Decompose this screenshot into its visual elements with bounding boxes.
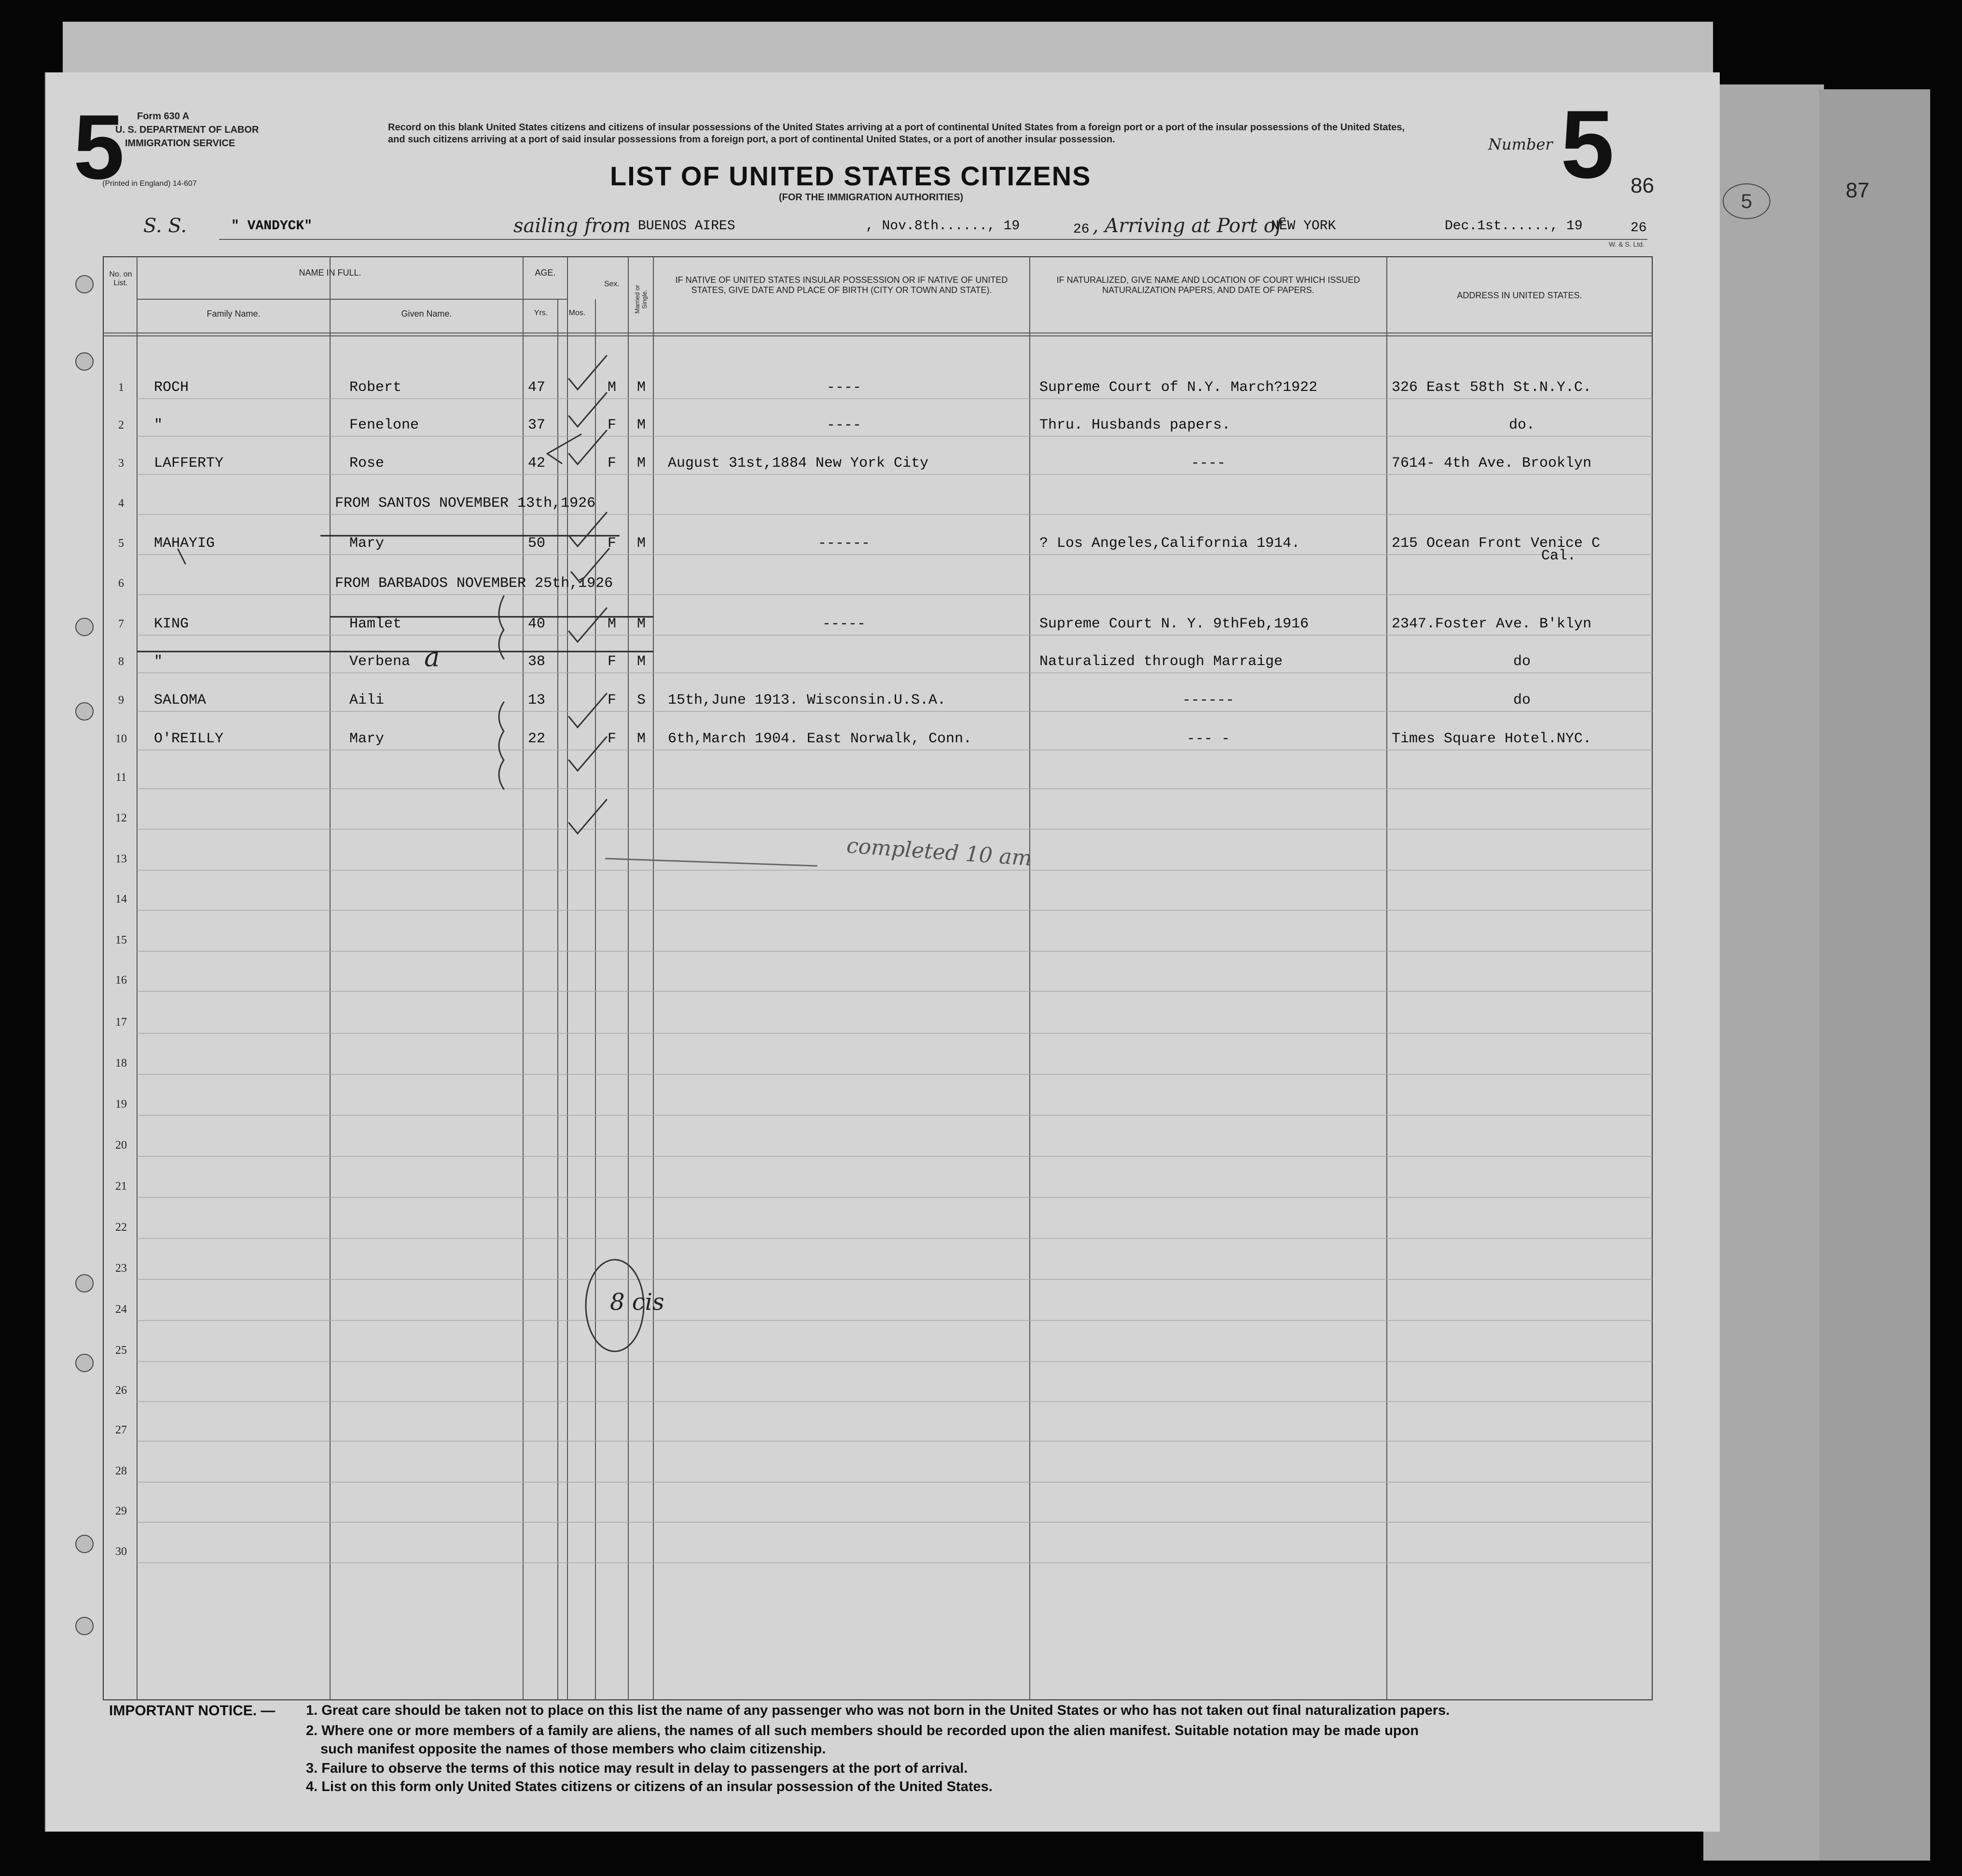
back-sheet-right	[1703, 84, 1824, 1861]
row-number: 7	[118, 618, 124, 630]
row-number: 1	[118, 381, 124, 394]
row-number: 12	[115, 812, 127, 824]
punch-hole	[75, 1617, 94, 1635]
arriving-label: , Arriving at Port of	[1092, 215, 1283, 237]
row-number: 18	[115, 1057, 127, 1070]
row-number: 15	[115, 934, 127, 946]
marital-status: M	[636, 731, 646, 747]
given-name: Mary	[349, 731, 385, 747]
row-number: 9	[118, 694, 124, 707]
punch-hole	[75, 1354, 94, 1372]
address: do.	[1508, 417, 1535, 433]
family-name: ROCH	[154, 379, 189, 396]
back-sheet-top	[63, 22, 1713, 80]
family-name: MAHAYIG	[154, 535, 215, 552]
marital-status: M	[636, 379, 646, 396]
service: IMMIGRATION SERVICE	[125, 138, 235, 149]
naturalization-info: --- -	[1186, 731, 1230, 747]
section-heading: FROM SANTOS NOVEMBER 13th,1926	[335, 495, 596, 512]
address: 2347.Foster Ave. B'klyn	[1392, 616, 1592, 632]
marital-status: S	[636, 692, 646, 709]
punch-hole	[75, 1535, 94, 1553]
row-number: 22	[115, 1221, 127, 1234]
row-number: 13	[115, 853, 127, 865]
marital-status: M	[636, 653, 646, 670]
family-name: KING	[154, 616, 189, 632]
form-subtitle: (FOR THE IMMIGRATION AUTHORITIES)	[779, 192, 964, 203]
marital-status: M	[636, 417, 646, 433]
row-number: 14	[115, 893, 127, 905]
stamp-86: 86	[1630, 174, 1654, 197]
to-port: NEW YORK	[1271, 219, 1336, 234]
handwritten-circled-note: 8 cis	[610, 1289, 664, 1316]
naturalization-info: Thru. Husbands papers.	[1039, 417, 1231, 433]
corner-number-left: 5	[73, 96, 124, 198]
marital-status: M	[636, 455, 646, 472]
manifest-page	[44, 72, 1720, 1832]
row-number: 6	[118, 577, 124, 590]
given-name: Rose	[349, 455, 385, 472]
naturalization-info: ----	[1190, 455, 1226, 472]
address: do	[1513, 692, 1531, 709]
row-number: 24	[115, 1303, 127, 1316]
address: do	[1513, 653, 1531, 670]
sex: F	[607, 731, 616, 747]
address-line-2: Cal.	[1541, 548, 1576, 564]
row-number: 28	[115, 1465, 127, 1477]
col-birth: IF NATIVE OF UNITED STATES INSULAR POSSESSION OR IF NATIVE OF UNITED STATES, GIVE DATE AND PLACE OF BIRTH (CITY OR TOWN AND STATE).	[675, 275, 1008, 295]
section-heading: FROM BARBADOS NOVEMBER 25th,1926	[335, 575, 613, 592]
age-years: 42	[528, 455, 546, 472]
col-married-single: Married or Single.	[634, 285, 648, 314]
address: 215 Ocean Front Venice C	[1392, 535, 1601, 552]
notice-heading-text: IMPORTANT NOTICE.	[109, 1703, 257, 1719]
hand-marks	[45, 72, 1720, 1832]
given-name: Fenelone	[349, 417, 419, 433]
row-number: 30	[115, 1545, 127, 1558]
given-name: Aili	[349, 692, 385, 709]
row-number: 21	[115, 1180, 127, 1193]
family-name: "	[154, 417, 163, 433]
sex: M	[607, 379, 616, 396]
row-number: 27	[115, 1424, 127, 1436]
col-mos: Mos.	[568, 309, 586, 317]
address: 7614- 4th Ave. Brooklyn	[1392, 455, 1592, 472]
sex: M	[607, 616, 616, 632]
ship-name: " VANDYCK"	[231, 219, 313, 234]
age-years: 50	[528, 535, 546, 552]
age-years: 13	[528, 692, 546, 709]
given-name: Robert	[349, 379, 402, 396]
punch-hole	[75, 1274, 94, 1292]
birth-info: ----	[826, 417, 861, 433]
col-no: No. on List.	[109, 270, 132, 288]
notice-item-2: 2. Where one or more members of a family are aliens, the names of all such members should be recorded upon the alien manifest. Suitable notation may be made upon	[306, 1723, 1419, 1738]
row-number: 25	[115, 1344, 127, 1357]
row-number: 8	[118, 655, 124, 668]
sex: F	[607, 692, 616, 709]
circled-number-value: 5	[1741, 190, 1753, 212]
sail-year: 26	[1073, 222, 1090, 237]
handwritten-king-note: a	[424, 642, 440, 672]
age-years: 47	[528, 379, 546, 396]
naturalization-info: Supreme Court N. Y. 9thFeb,1916	[1039, 616, 1309, 632]
row-number: 19	[115, 1098, 127, 1111]
ss-label: S. S.	[143, 215, 187, 237]
naturalization-info: ? Los Angeles,California 1914.	[1039, 535, 1300, 552]
row-number: 29	[115, 1505, 127, 1517]
back-sheet-far-right	[1819, 89, 1930, 1861]
given-name: Hamlet	[349, 616, 402, 632]
form-title: LIST OF UNITED STATES CITIZENS	[610, 161, 1092, 191]
naturalization-info: Naturalized through Marraige	[1039, 653, 1283, 670]
stamp-87: 87	[1846, 179, 1869, 202]
sail-date: , Nov.8th......, 19	[866, 219, 1020, 234]
row-number: 20	[115, 1139, 127, 1152]
punch-hole	[75, 618, 94, 636]
birth-info: August 31st,1884 New York City	[668, 455, 929, 472]
naturalization-info: Supreme Court of N.Y. March?1922	[1039, 379, 1318, 396]
from-port: BUENOS AIRES	[638, 219, 735, 234]
notice-heading: IMPORTANT NOTICE. —	[109, 1703, 276, 1719]
row-number: 16	[115, 974, 127, 987]
address: 326 East 58th St.N.Y.C.	[1392, 379, 1592, 396]
notice-item-4: 4. List on this form only United States citizens or citizens of an insular possession of the United States.	[306, 1779, 993, 1794]
col-name-in-full: NAME IN FULL.	[299, 268, 361, 278]
department: U. S. DEPARTMENT OF LABOR	[115, 125, 259, 135]
family-name: SALOMA	[154, 692, 207, 709]
handwritten-completed: completed 10 am	[845, 833, 1033, 871]
punch-hole	[75, 275, 94, 293]
col-sex: Sex.	[604, 280, 620, 288]
instruction-text: Record on this blank United States citizens and citizens of insular possessions of the United States arriving at a port of continental United States from a foreign port or a port of the insular possessions of the United States, and such citizens arriving at a port of said insular possessions from a foreign port, a port of continental United States, or a port of another insular possession.	[388, 122, 1405, 145]
birth-info: 6th,March 1904. East Norwalk, Conn.	[668, 731, 972, 747]
naturalization-info: ------	[1182, 692, 1235, 709]
marital-status: M	[636, 535, 646, 552]
row-number: 23	[115, 1262, 127, 1275]
circled-number	[1723, 183, 1770, 219]
row-number: 26	[115, 1384, 127, 1397]
col-age: AGE.	[535, 268, 556, 278]
sex: F	[607, 417, 616, 433]
col-yrs: Yrs.	[534, 309, 548, 317]
family-name: O'REILLY	[154, 731, 224, 747]
printer-mark: W. & S. Ltd.	[1609, 240, 1644, 248]
sex: F	[607, 455, 616, 472]
row-number: 3	[118, 457, 124, 470]
sex: F	[607, 653, 616, 670]
birth-info: 15th,June 1913. Wisconsin.U.S.A.	[668, 692, 946, 709]
row-number: 11	[115, 771, 127, 784]
family-name: "	[154, 653, 163, 670]
age-years: 37	[528, 417, 546, 433]
row-number: 4	[118, 497, 124, 510]
row-number: 10	[115, 733, 127, 745]
address: Times Square Hotel.NYC.	[1392, 731, 1592, 747]
row-number: 17	[115, 1016, 127, 1028]
row-number: 5	[118, 537, 124, 550]
col-address: ADDRESS IN UNITED STATES.	[1457, 291, 1582, 300]
number-label: Number	[1488, 135, 1553, 153]
col-given-name: Given Name.	[401, 309, 452, 319]
form-number: Form 630 A	[137, 111, 190, 122]
birth-info: ------	[817, 535, 870, 552]
birth-info: -----	[822, 616, 866, 632]
col-family-name: Family Name.	[207, 309, 261, 319]
birth-info: ----	[826, 379, 861, 396]
notice-item-2-cont: such manifest opposite the names of those members who claim citizenship.	[320, 1741, 826, 1757]
family-name: LAFFERTY	[154, 455, 224, 472]
col-naturalized: IF NATURALIZED, GIVE NAME AND LOCATION OF COURT WHICH ISSUED NATURALIZATION PAPERS, AND DATE OF PAPERS.	[1056, 275, 1360, 295]
arrival-date: Dec.1st......, 19	[1445, 219, 1583, 234]
marital-status: M	[636, 616, 646, 632]
printed-in: (Printed in England) 14-607	[102, 180, 197, 188]
row-number: 2	[118, 419, 124, 431]
age-years: 22	[528, 731, 546, 747]
punch-hole	[75, 352, 94, 371]
arrival-year: 26	[1630, 221, 1647, 236]
given-name: Verbena	[349, 653, 411, 670]
punch-hole	[75, 702, 94, 721]
sailing-label: sailing from	[513, 215, 631, 237]
number-value: 5	[1561, 91, 1615, 198]
age-years: 38	[528, 653, 546, 670]
age-years: 40	[528, 616, 546, 632]
notice-item-1: 1. Great care should be taken not to place on this list the name of any passenger who was not born in the United States or who has not taken out final naturalization papers.	[306, 1703, 1450, 1718]
sex: F	[607, 535, 616, 552]
given-name: Mary	[349, 535, 385, 552]
notice-item-3: 3. Failure to observe the terms of this notice may result in delay to passengers at the port of arrival.	[306, 1761, 968, 1776]
